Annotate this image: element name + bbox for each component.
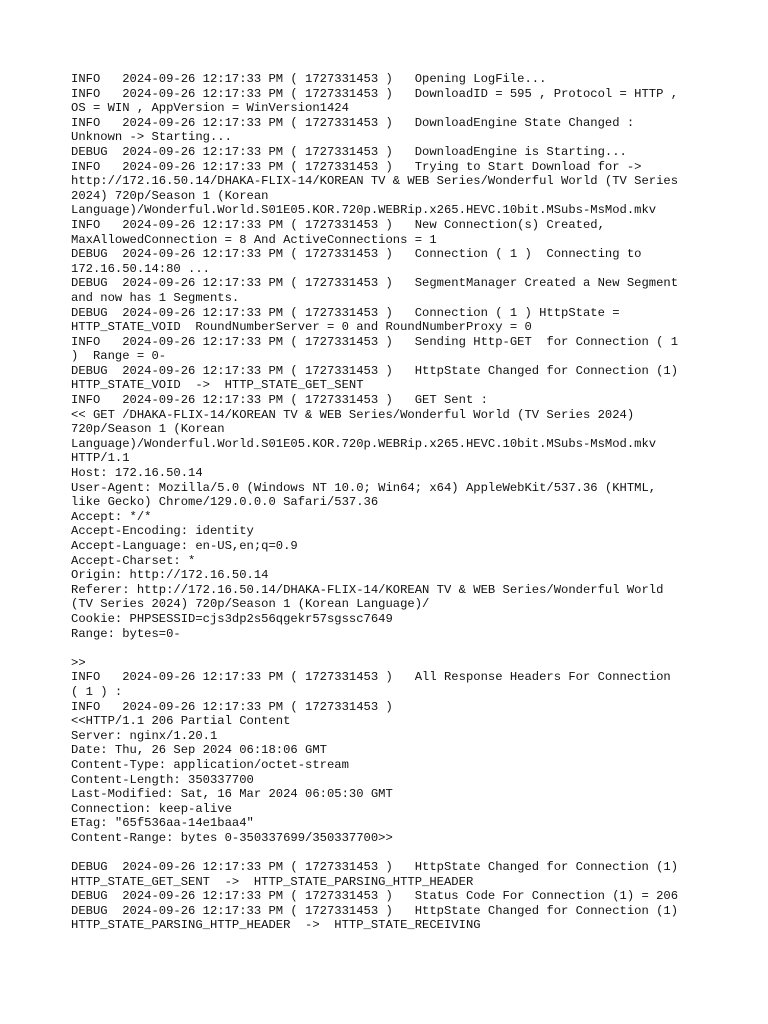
log-line: INFO 2024-09-26 12:17:33 PM ( 1727331453 ) DownloadEngine State Changed : [71,115,635,130]
log-line: OS = WIN , AppVersion = WinVersion1424 [71,101,349,116]
log-line: Host: 172.16.50.14 [71,466,203,481]
log-line: Server: nginx/1.20.1 [71,728,218,743]
log-line: INFO 2024-09-26 12:17:33 PM ( 1727331453 ) Trying to Start Download for -> [71,159,642,174]
log-line: INFO 2024-09-26 12:17:33 PM ( 1727331453 ) DownloadID = 595 , Protocol = HTTP , [71,86,679,101]
log-line: DEBUG 2024-09-26 12:17:33 PM ( 1727331453 ) SegmentManager Created a New Segment [71,276,679,291]
log-line: Last-Modified: Sat, 16 Mar 2024 06:05:30 GMT [71,787,393,802]
log-line: HTTP_STATE_VOID -> HTTP_STATE_GET_SENT [71,378,364,393]
log-line: INFO 2024-09-26 12:17:33 PM ( 1727331453 ) All Response Headers For Connection [71,670,671,685]
log-line: HTTP_STATE_GET_SENT -> HTTP_STATE_PARSING_HTTP_HEADER [71,874,474,889]
log-line: and now has 1 Segments. [71,290,240,305]
log-line: HTTP/1.1 [71,451,130,466]
log-line: DEBUG 2024-09-26 12:17:33 PM ( 1727331453 ) HttpState Changed for Connection (1) [71,903,679,918]
log-line: Referer: http://172.16.50.14/DHAKA-FLIX-14/KOREAN TV & WEB Series/Wonderful World [71,582,664,597]
log-line: HTTP_STATE_PARSING_HTTP_HEADER -> HTTP_STATE_RECEIVING [71,918,481,933]
log-line: << GET /DHAKA-FLIX-14/KOREAN TV & WEB Series/Wonderful World (TV Series 2024) [71,407,635,422]
log-line: http://172.16.50.14/DHAKA-FLIX-14/KOREAN TV & WEB Series/Wonderful World (TV Series [71,174,679,189]
log-line: INFO 2024-09-26 12:17:33 PM ( 1727331453 ) Opening LogFile... [71,72,547,86]
log-line: Accept: */* [71,509,152,524]
log-line: Language)/Wonderful.World.S01E05.KOR.720p.WEBRip.x265.HEVC.10bit.MSubs-MsMod.mkv [71,436,657,451]
log-line: 2024) 720p/Season 1 (Korean [71,188,269,203]
log-line: ETag: "65f536aa-14e1baa4" [71,816,254,831]
log-line: Unknown -> Starting... [71,130,232,145]
log-line: User-Agent: Mozilla/5.0 (Windows NT 10.0; Win64; x64) AppleWebKit/537.36 (KHTML, [71,480,657,495]
log-line: DEBUG 2024-09-26 12:17:33 PM ( 1727331453 ) Connection ( 1 ) HttpState = [71,305,620,320]
log-line: 720p/Season 1 (Korean [71,422,225,437]
log-line: INFO 2024-09-26 12:17:33 PM ( 1727331453 ) Sending Http-GET for Connection ( 1 [71,334,679,349]
log-line: DEBUG 2024-09-26 12:17:33 PM ( 1727331453 ) HttpState Changed for Connection (1) [71,860,679,875]
log-line: DEBUG 2024-09-26 12:17:33 PM ( 1727331453 ) HttpState Changed for Connection (1) [71,363,679,378]
log-document [71,72,711,933]
log-line: Content-Length: 350337700 [71,772,254,787]
log-line: MaxAllowedConnection = 8 And ActiveConnections = 1 [71,232,437,247]
log-line: Connection: keep-alive [71,801,232,816]
log-line: ( 1 ) : [71,684,123,699]
log-line: <<HTTP/1.1 206 Partial Content [71,714,291,729]
log-line: Accept-Encoding: identity [71,524,254,539]
log-line: Language)/Wonderful.World.S01E05.KOR.720p.WEBRip.x265.HEVC.10bit.MSubs-MsMod.mkv [71,203,657,218]
log-line [71,641,711,656]
log-line: DEBUG 2024-09-26 12:17:33 PM ( 1727331453 ) Connection ( 1 ) Connecting to [71,247,642,262]
log-line: Cookie: PHPSESSID=cjs3dp2s56qgekr57sgssc7649 [71,611,393,626]
log-line: >> [71,655,86,670]
log-line: Range: bytes=0- [71,626,181,641]
log-line: Accept-Language: en-US,en;q=0.9 [71,539,298,553]
log-line: like Gecko) Chrome/129.0.0.0 Safari/537.36 [71,495,379,510]
log-line: DEBUG 2024-09-26 12:17:33 PM ( 1727331453 ) DownloadEngine is Starting... [71,144,627,159]
log-line: 172.16.50.14:80 ... [71,261,210,276]
log-line: INFO 2024-09-26 12:17:33 PM ( 1727331453 ) GET Sent : [71,393,488,408]
log-line: Origin: http://172.16.50.14 [71,568,269,583]
log-line: INFO 2024-09-26 12:17:33 PM ( 1727331453 ) New Connection(s) Created, [71,217,605,232]
log-line: Accept-Charset: * [71,553,196,568]
log-line: ) Range = 0- [71,349,167,364]
log-line: Content-Type: application/octet-stream [71,757,349,772]
log-line: DEBUG 2024-09-26 12:17:33 PM ( 1727331453 ) Status Code For Connection (1) = 206 [71,889,679,904]
log-line: HTTP_STATE_VOID RoundNumberServer = 0 and RoundNumberProxy = 0 [71,320,532,335]
log-line: Content-Range: bytes 0-350337699/350337700>> [71,830,393,845]
log-line: INFO 2024-09-26 12:17:33 PM ( 1727331453 ) [71,699,393,714]
log-line: (TV Series 2024) 720p/Season 1 (Korean Language)/ [71,597,430,612]
log-line: Date: Thu, 26 Sep 2024 06:18:06 GMT [71,743,327,758]
log-line [71,845,711,860]
